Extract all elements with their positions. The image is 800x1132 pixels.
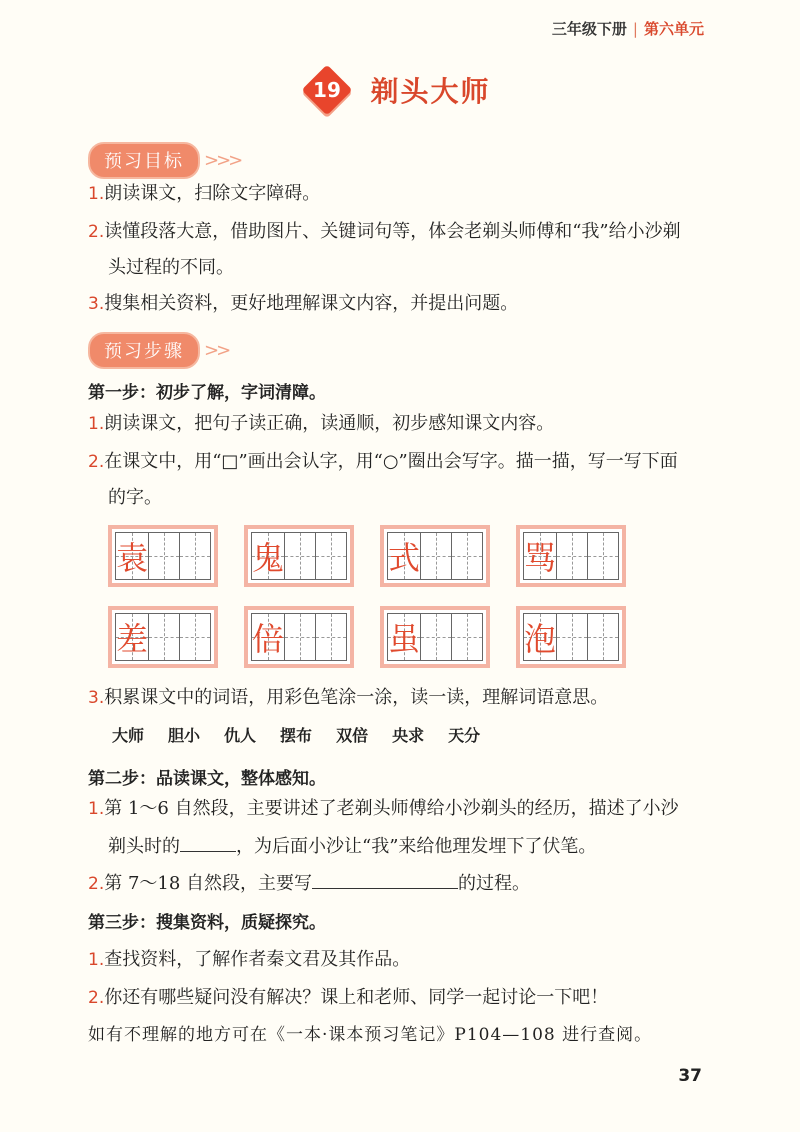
vocab-word[interactable]: 双倍	[336, 726, 369, 745]
practice-character: 袁	[116, 539, 149, 577]
vocab-word[interactable]: 仇人	[224, 726, 257, 745]
practice-character: 式	[388, 539, 421, 577]
section-goals-label	[88, 142, 240, 179]
step1-item-2: 2.在课文中，用“□”画出会认字，用“○”圈出会写字。描一描，写一写下面	[88, 451, 678, 472]
vocab-list	[112, 723, 480, 746]
fill-blank[interactable]	[312, 870, 458, 889]
unit-label: 第六单元	[643, 20, 704, 38]
goal-item-2: 2.读懂段落大意，借助图片、关键词句等，体会老剃头师傅和“我”给小沙剃	[88, 221, 681, 242]
lesson-number-badge: 19	[302, 65, 353, 116]
writing-box[interactable]	[180, 532, 211, 580]
writing-box[interactable]	[588, 613, 619, 661]
step2-title: 第二步：品读课文，整体感知。	[88, 769, 326, 789]
step1-title: 第一步：初步了解，字词清障。	[88, 383, 326, 403]
vocab-word[interactable]: 摆布	[280, 726, 313, 745]
tianzi-card	[516, 525, 626, 587]
tianzi-card	[108, 525, 218, 587]
page-number: 37	[678, 1066, 702, 1086]
vocab-word[interactable]: 天分	[448, 726, 481, 745]
section-goals-pill: 预习目标	[88, 142, 200, 179]
chevrons-icon: >>	[204, 340, 229, 361]
step2-item-2: 2.第 7～18 自然段，主要写 的过程。	[88, 870, 530, 898]
tianzi-card	[108, 606, 218, 668]
fill-blank[interactable]	[180, 833, 236, 852]
goal-item-3: 3.搜集相关资料，更好地理解课文内容，并提出问题。	[88, 293, 519, 314]
goal-item-2-cont: 头过程的不同。	[108, 257, 234, 278]
tianzi-card	[244, 606, 354, 668]
header-separator: |	[632, 20, 638, 38]
writing-box[interactable]	[180, 613, 211, 661]
tianzi-card	[516, 606, 626, 668]
practice-character: 骂	[524, 539, 557, 577]
tianzi-grid-row-1	[108, 525, 626, 587]
tianzi-card	[380, 606, 490, 668]
page-header	[552, 18, 704, 39]
writing-box[interactable]	[588, 532, 619, 580]
step3-item-1: 1.查找资料，了解作者秦文君及其作品。	[88, 949, 411, 970]
writing-box[interactable]	[285, 532, 316, 580]
practice-character: 鬼	[252, 539, 285, 577]
step1-item-2-cont: 的字。	[108, 487, 162, 508]
step2-item-1: 1.第 1～6 自然段，主要讲述了老剃头师傅给小沙剃头的经历，描述了小沙	[88, 798, 679, 819]
writing-box[interactable]	[316, 532, 347, 580]
practice-character: 倍	[252, 620, 285, 658]
section-steps-pill: 预习步骤	[88, 332, 200, 369]
footer-note: 如有不理解的地方可在《一本·课本预习笔记》P104—108 进行查阅。	[88, 1025, 653, 1045]
practice-character: 泡	[524, 620, 557, 658]
writing-box[interactable]	[557, 613, 588, 661]
writing-box[interactable]	[452, 532, 483, 580]
step1-item-1: 1.朗读课文，把句子读正确，读通顺，初步感知课文内容。	[88, 413, 555, 434]
grade-label: 三年级下册	[551, 20, 627, 38]
writing-box[interactable]	[316, 613, 347, 661]
practice-character: 差	[116, 620, 149, 658]
tianzi-card	[244, 525, 354, 587]
writing-box[interactable]	[421, 532, 452, 580]
lesson-title: 剃头大师	[370, 75, 491, 108]
chevrons-icon: >>>	[204, 150, 241, 171]
section-steps-label	[88, 332, 228, 369]
lesson-title-bar	[0, 70, 800, 110]
writing-box[interactable]	[149, 613, 180, 661]
writing-box[interactable]	[452, 613, 483, 661]
vocab-word[interactable]: 胆小	[168, 726, 201, 745]
vocab-word[interactable]: 大师	[112, 726, 145, 745]
writing-box[interactable]	[557, 532, 588, 580]
step3-title: 第三步：搜集资料，质疑探究。	[88, 913, 326, 933]
writing-box[interactable]	[149, 532, 180, 580]
step1-item-3: 3.积累课文中的词语，用彩色笔涂一涂，读一读，理解词语意思。	[88, 687, 609, 708]
tianzi-grid-row-2	[108, 606, 626, 668]
practice-character: 虽	[388, 620, 421, 658]
writing-box[interactable]	[285, 613, 316, 661]
goal-item-1: 1.朗读课文，扫除文字障碍。	[88, 183, 321, 204]
tianzi-card	[380, 525, 490, 587]
writing-box[interactable]	[421, 613, 452, 661]
vocab-word[interactable]: 央求	[392, 726, 425, 745]
step3-item-2: 2.你还有哪些疑问没有解决？课上和老师、同学一起讨论一下吧！	[88, 987, 609, 1008]
step2-item-1-cont: 剃头时的 ，为后面小沙让“我”来给他理发埋下了伏笔。	[108, 833, 596, 861]
